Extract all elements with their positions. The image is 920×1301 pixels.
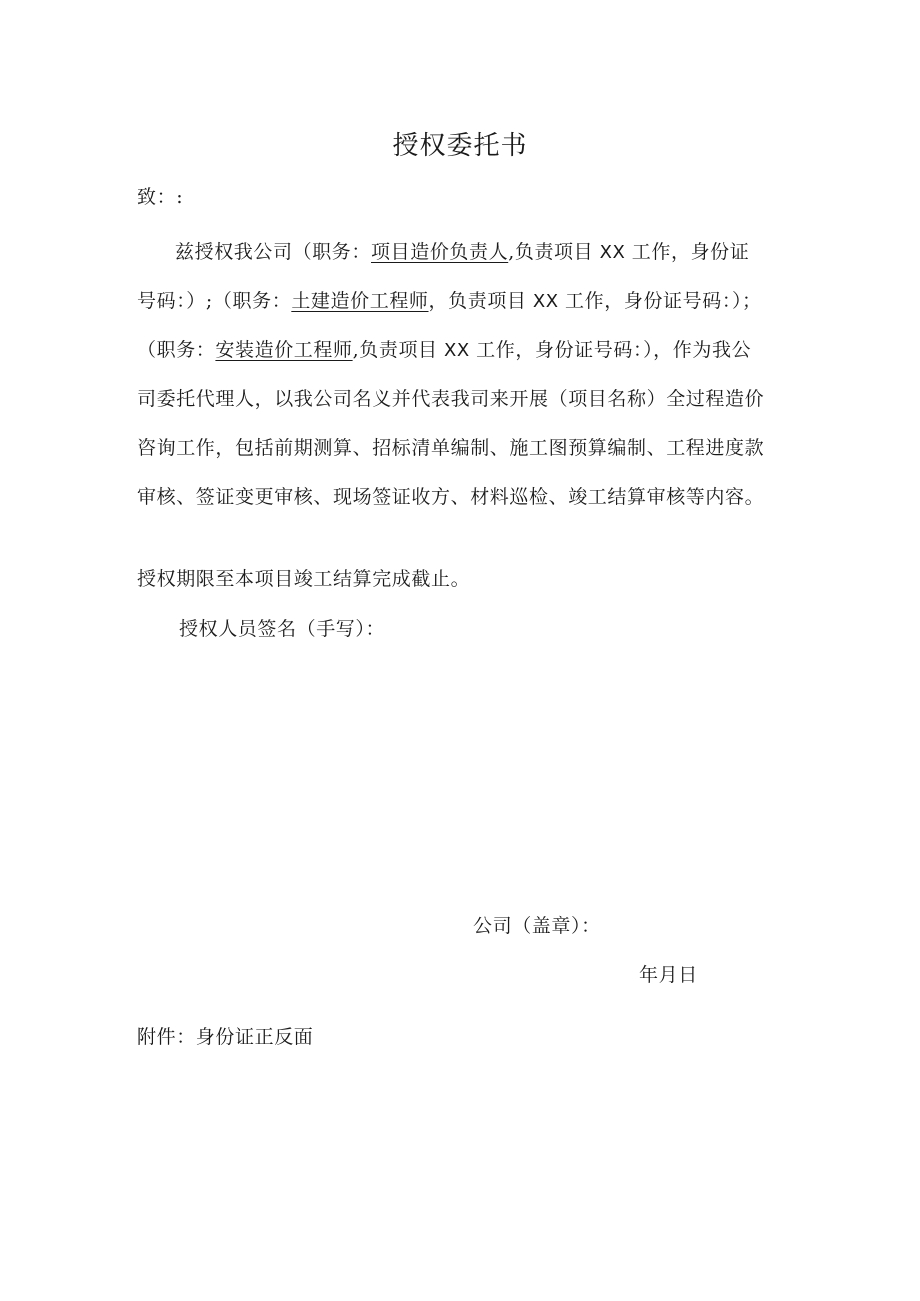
signature-label: 授权人员签名（手写）：: [179, 618, 386, 640]
body-text: 工作，身份证号码：），作为我公: [476, 339, 752, 361]
date-label: 年月日: [639, 964, 698, 986]
body-text: ，负责项目: [428, 290, 527, 312]
project-code: XX: [526, 291, 566, 312]
position-installation-cost-engineer: 安装造价工程师: [215, 339, 353, 361]
body-row-2: [137, 277, 787, 326]
project-code: XX: [593, 242, 632, 263]
document-title: 授权委托书: [392, 131, 528, 161]
body-text: ,负责项目: [352, 339, 438, 361]
attachment-note: 附件：身份证正反面: [137, 1026, 314, 1048]
body-text: 工作，身份证号码：）；: [565, 290, 762, 312]
position-project-cost-lead: 项目造价负责人: [371, 241, 509, 263]
project-code: XX: [437, 340, 477, 361]
company-seal-label: 公司（盖章）：: [473, 915, 601, 937]
body-row-3: [137, 326, 787, 375]
body-row-6: 审核、签证变更审核、现场签证收方、材料巡检、竣工结算审核等内容。: [137, 486, 765, 508]
body-text: ,负责项目: [508, 241, 594, 263]
recipient-line: 致：:: [137, 186, 184, 208]
body-text: 兹授权我公司（职务：: [175, 241, 372, 263]
body-row-1: [137, 228, 787, 277]
body-text: 号码：）;（职务：: [137, 290, 292, 312]
position-civil-cost-engineer: 土建造价工程师: [291, 290, 429, 312]
body-text: 工作，身份证: [631, 241, 750, 263]
body-text: （职务：: [137, 339, 216, 361]
body-row-4: 司委托代理人，以我公司名义并代表我司来开展（项目名称）全过程造价: [137, 388, 765, 410]
authorization-period: 授权期限至本项目竣工结算完成截止。: [137, 568, 471, 590]
authorization-body: [137, 228, 787, 522]
body-row-5: 咨询工作，包括前期测算、招标清单编制、施工图预算编制、工程进度款: [137, 437, 765, 459]
